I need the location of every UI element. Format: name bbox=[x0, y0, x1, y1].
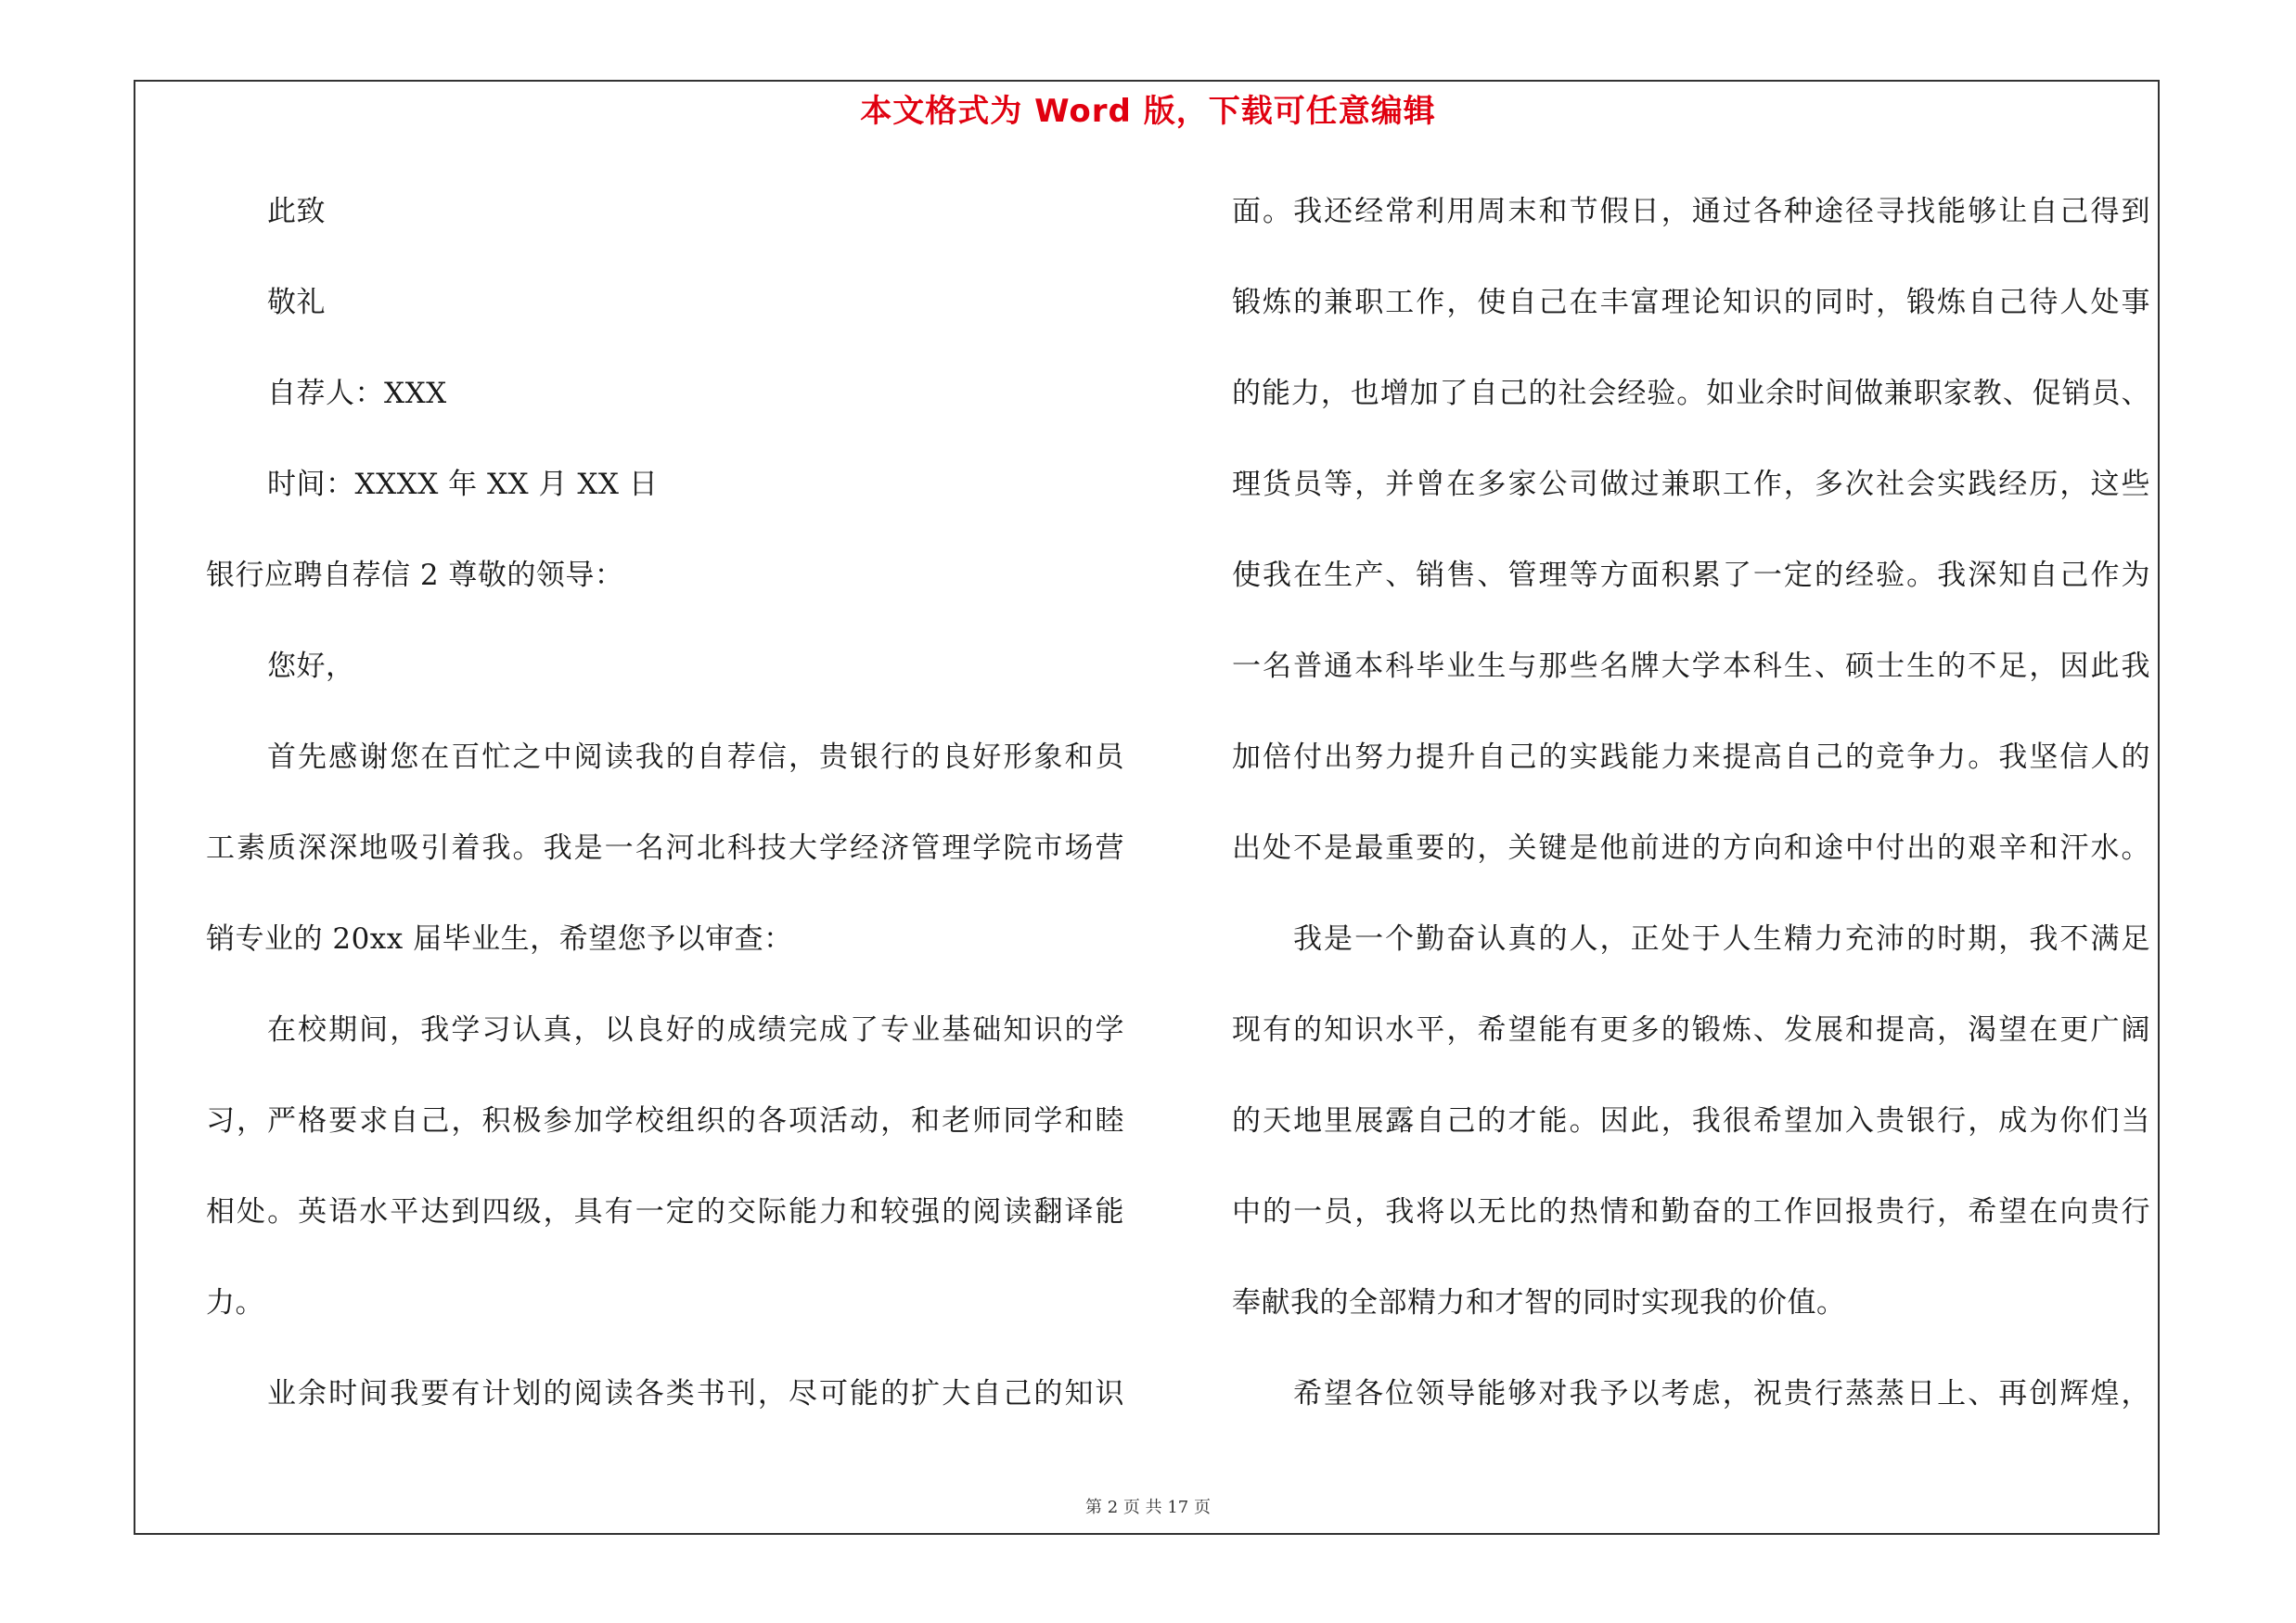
text-line: 加倍付出努力提升自己的实践能力来提高自己的竞争力。我坚信人的 bbox=[1232, 741, 2150, 774]
text-line: 您好， bbox=[267, 650, 355, 683]
format-banner: 本文格式为 Word 版，下载可任意编辑 bbox=[860, 93, 1436, 130]
text-line: 首先感谢您在百忙之中阅读我的自荐信，贵银行的良好形象和员 bbox=[267, 741, 1124, 774]
page-number-footer: 第 2 页 共 17 页 bbox=[1085, 1498, 1211, 1517]
right-column bbox=[1232, 184, 2150, 1457]
text-line: 工素质深深地吸引着我。我是一名河北科技大学经济管理学院市场营 bbox=[206, 831, 1124, 865]
text-line: 现有的知识水平，希望能有更多的锻炼、发展和提高，渴望在更广阔 bbox=[1232, 1013, 2150, 1047]
text-line: 此致 bbox=[267, 195, 326, 228]
text-line: 力。 bbox=[206, 1286, 264, 1320]
text-line: 业余时间我要有计划的阅读各类书刊，尽可能的扩大自己的知识 bbox=[267, 1377, 1124, 1410]
text-line: 银行应聘自荐信 2 尊敬的领导： bbox=[206, 559, 624, 592]
text-line: 自荐人：XXX bbox=[267, 377, 447, 410]
text-line: 敬礼 bbox=[267, 286, 326, 319]
text-line: 销专业的 20xx 届毕业生，希望您予以审查： bbox=[206, 922, 793, 956]
left-column bbox=[206, 184, 1124, 1457]
text-line: 的能力，也增加了自己的社会经验。如业余时间做兼职家教、促销员、 bbox=[1232, 377, 2150, 410]
text-line: 奉献我的全部精力和才智的同时实现我的价值。 bbox=[1232, 1286, 1846, 1320]
text-line: 使我在生产、销售、管理等方面积累了一定的经验。我深知自己作为 bbox=[1232, 559, 2150, 592]
text-line: 希望各位领导能够对我予以考虑，祝贵行蒸蒸日上、再创辉煌， bbox=[1293, 1377, 2150, 1410]
text-line: 在校期间，我学习认真，以良好的成绩完成了专业基础知识的学 bbox=[267, 1013, 1124, 1047]
text-line: 出处不是最重要的，关键是他前进的方向和途中付出的艰辛和汗水。 bbox=[1232, 831, 2150, 865]
text-line: 时间：XXXX 年 XX 月 XX 日 bbox=[267, 468, 659, 501]
text-line: 中的一员，我将以无比的热情和勤奋的工作回报贵行，希望在向贵行 bbox=[1232, 1195, 2150, 1229]
text-line: 理货员等，并曾在多家公司做过兼职工作，多次社会实践经历，这些 bbox=[1232, 468, 2150, 501]
text-line: 的天地里展露自己的才能。因此，我很希望加入贵银行，成为你们当 bbox=[1232, 1104, 2150, 1138]
text-line: 一名普通本科毕业生与那些名牌大学本科生、硕士生的不足，因此我 bbox=[1232, 650, 2150, 683]
text-line: 我是一个勤奋认真的人，正处于人生精力充沛的时期，我不满足 bbox=[1293, 922, 2150, 956]
text-line: 锻炼的兼职工作，使自己在丰富理论知识的同时，锻炼自己待人处事 bbox=[1232, 286, 2150, 319]
text-line: 习，严格要求自己，积极参加学校组织的各项活动，和老师同学和睦 bbox=[206, 1104, 1124, 1138]
text-line: 面。我还经常利用周末和节假日，通过各种途径寻找能够让自己得到 bbox=[1232, 195, 2150, 228]
text-line: 相处。英语水平达到四级，具有一定的交际能力和较强的阅读翻译能 bbox=[206, 1195, 1124, 1229]
